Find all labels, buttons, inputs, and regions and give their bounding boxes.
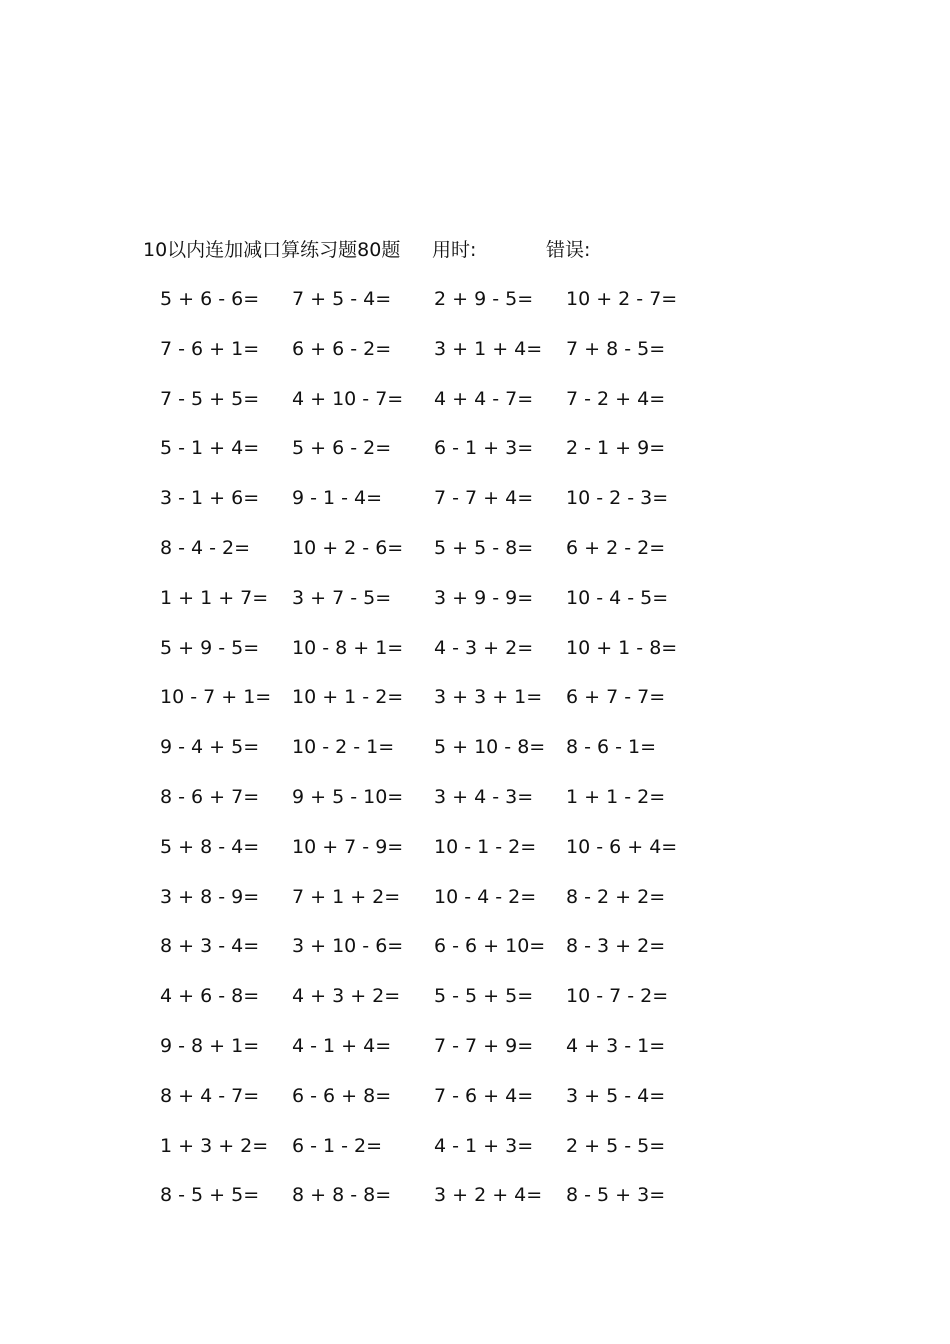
problem-row (140, 433, 700, 483)
arithmetic-problem: 7 - 6 + 1= (160, 337, 260, 360)
problem-row (140, 782, 700, 832)
arithmetic-problem: 8 + 3 - 4= (160, 935, 260, 958)
arithmetic-problem: 1 + 1 + 7= (160, 586, 269, 609)
arithmetic-problem: 10 + 2 - 7= (566, 288, 678, 310)
arithmetic-problem: 7 - 7 + 4= (434, 487, 534, 510)
arithmetic-problem: 8 - 6 + 7= (160, 785, 260, 808)
arithmetic-problem: 10 - 7 + 1= (160, 686, 272, 709)
arithmetic-problem: 3 + 4 - 3= (434, 785, 534, 808)
arithmetic-problem: 6 - 6 + 10= (434, 935, 546, 958)
arithmetic-problem: 4 + 4 - 7= (434, 387, 534, 410)
problem-row (140, 284, 700, 334)
arithmetic-problem: 10 - 7 - 2= (566, 985, 669, 1008)
arithmetic-problem: 6 + 7 - 7= (566, 686, 666, 709)
arithmetic-problem: 8 - 5 + 5= (160, 1184, 260, 1207)
problem-row (140, 1131, 700, 1181)
problem-row (140, 533, 700, 583)
arithmetic-problem: 6 + 2 - 2= (566, 536, 666, 559)
arithmetic-problem: 3 + 2 + 4= (434, 1184, 543, 1207)
arithmetic-problem: 4 + 10 - 7= (292, 387, 404, 410)
arithmetic-problem: 5 + 5 - 8= (434, 536, 534, 559)
arithmetic-problem: 3 + 5 - 4= (566, 1084, 666, 1107)
arithmetic-problem: 8 + 8 - 8= (292, 1184, 392, 1207)
arithmetic-problem: 6 - 1 - 2= (292, 1134, 383, 1157)
arithmetic-problem: 10 - 2 - 1= (292, 736, 395, 759)
arithmetic-problem: 3 + 1 + 4= (434, 337, 543, 360)
problem-row (140, 682, 700, 732)
arithmetic-problem: 3 - 1 + 6= (160, 487, 260, 510)
problem-row (140, 583, 700, 633)
worksheet-title: 10以内连加减口算练习题80题 (143, 239, 401, 261)
error-count-label: 错误: (546, 239, 591, 261)
arithmetic-problem: 4 + 3 + 2= (292, 985, 401, 1008)
arithmetic-problem: 2 - 1 + 9= (566, 437, 666, 460)
arithmetic-problem: 3 + 8 - 9= (160, 885, 260, 908)
arithmetic-problem: 5 - 1 + 4= (160, 437, 260, 460)
problem-row (140, 483, 700, 533)
arithmetic-problem: 7 + 1 + 2= (292, 885, 401, 908)
arithmetic-problem: 5 + 9 - 5= (160, 636, 260, 659)
arithmetic-problem: 10 + 2 - 6= (292, 536, 404, 559)
arithmetic-problem: 10 + 1 - 2= (292, 686, 404, 709)
arithmetic-problem: 8 - 5 + 3= (566, 1184, 666, 1207)
arithmetic-problem: 9 + 5 - 10= (292, 785, 404, 808)
problem-grid (140, 284, 700, 1230)
arithmetic-problem: 8 + 4 - 7= (160, 1084, 260, 1107)
arithmetic-problem: 4 - 1 + 4= (292, 1034, 392, 1057)
arithmetic-problem: 7 - 6 + 4= (434, 1084, 534, 1107)
problem-row (140, 1180, 700, 1230)
arithmetic-problem: 10 + 1 - 8= (566, 636, 678, 659)
arithmetic-problem: 8 - 6 - 1= (566, 736, 657, 759)
arithmetic-problem: 8 - 2 + 2= (566, 885, 666, 908)
problem-row (140, 1081, 700, 1131)
problem-row (140, 931, 700, 981)
arithmetic-problem: 4 - 1 + 3= (434, 1134, 534, 1157)
arithmetic-problem: 9 - 4 + 5= (160, 736, 260, 759)
arithmetic-problem: 5 + 6 - 2= (292, 437, 392, 460)
problem-row (140, 882, 700, 932)
arithmetic-problem: 10 - 6 + 4= (566, 835, 678, 858)
problem-row (140, 1031, 700, 1081)
arithmetic-problem: 3 + 10 - 6= (292, 935, 404, 958)
arithmetic-problem: 9 - 1 - 4= (292, 487, 383, 510)
arithmetic-problem: 3 + 3 + 1= (434, 686, 543, 709)
arithmetic-problem: 6 - 1 + 3= (434, 437, 534, 460)
problem-row (140, 334, 700, 384)
arithmetic-problem: 10 + 7 - 9= (292, 835, 404, 858)
arithmetic-problem: 7 + 5 - 4= (292, 288, 392, 310)
arithmetic-problem: 2 + 9 - 5= (434, 288, 534, 310)
arithmetic-problem: 3 + 7 - 5= (292, 586, 392, 609)
arithmetic-problem: 2 + 5 - 5= (566, 1134, 666, 1157)
arithmetic-problem: 8 - 3 + 2= (566, 935, 666, 958)
arithmetic-problem: 10 - 1 - 2= (434, 835, 537, 858)
arithmetic-problem: 4 - 3 + 2= (434, 636, 534, 659)
problem-row (140, 832, 700, 882)
arithmetic-problem: 10 - 4 - 2= (434, 885, 537, 908)
problem-row (140, 981, 700, 1031)
arithmetic-problem: 1 + 3 + 2= (160, 1134, 269, 1157)
problem-row (140, 633, 700, 683)
arithmetic-problem: 8 - 4 - 2= (160, 536, 251, 559)
arithmetic-problem: 10 - 8 + 1= (292, 636, 404, 659)
arithmetic-problem: 4 + 3 - 1= (566, 1034, 666, 1057)
arithmetic-problem: 7 - 7 + 9= (434, 1034, 534, 1057)
arithmetic-problem: 10 - 2 - 3= (566, 487, 669, 510)
arithmetic-problem: 5 + 8 - 4= (160, 835, 260, 858)
problem-row (140, 732, 700, 782)
worksheet-header (143, 236, 663, 264)
arithmetic-problem: 4 + 6 - 8= (160, 985, 260, 1008)
problem-row (140, 384, 700, 434)
arithmetic-problem: 7 + 8 - 5= (566, 337, 666, 360)
arithmetic-problem: 7 - 2 + 4= (566, 387, 666, 410)
arithmetic-problem: 6 - 6 + 8= (292, 1084, 392, 1107)
arithmetic-problem: 3 + 9 - 9= (434, 586, 534, 609)
arithmetic-problem: 5 + 6 - 6= (160, 288, 260, 310)
arithmetic-problem: 5 + 10 - 8= (434, 736, 546, 759)
time-used-label: 用时: (432, 239, 477, 261)
arithmetic-problem: 10 - 4 - 5= (566, 586, 669, 609)
arithmetic-problem: 7 - 5 + 5= (160, 387, 260, 410)
arithmetic-problem: 5 - 5 + 5= (434, 985, 534, 1008)
arithmetic-problem: 6 + 6 - 2= (292, 337, 392, 360)
arithmetic-problem: 1 + 1 - 2= (566, 785, 666, 808)
arithmetic-problem: 9 - 8 + 1= (160, 1034, 260, 1057)
